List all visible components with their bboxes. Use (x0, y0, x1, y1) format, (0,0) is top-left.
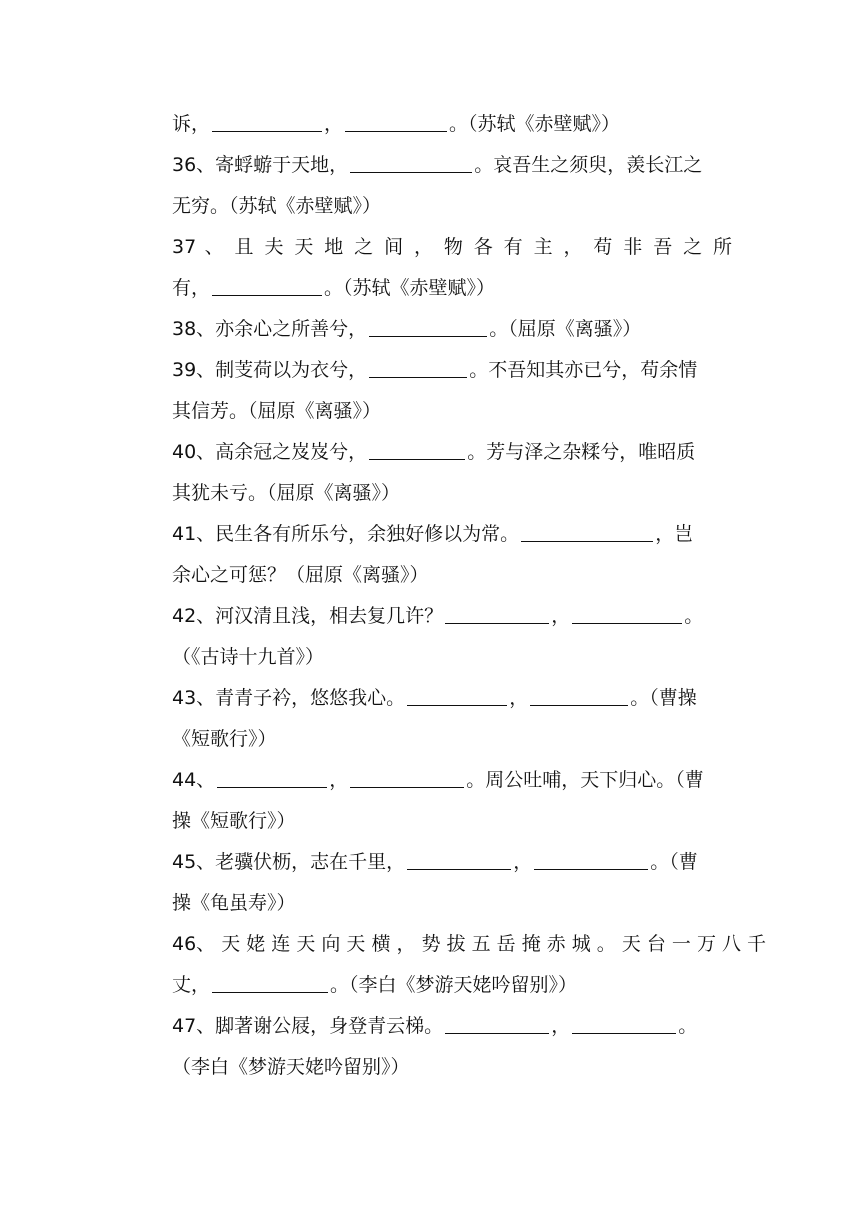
line-text: 余心之可惩？（屈原《离骚》） (172, 564, 429, 586)
fill-in-blank[interactable] (345, 107, 447, 132)
text-line (172, 924, 767, 965)
text-line (172, 391, 732, 432)
text-line (172, 350, 732, 391)
text-line (172, 678, 732, 719)
line-text: 。 (678, 1015, 698, 1037)
fill-in-blank[interactable] (212, 968, 328, 993)
line-text: 。（苏轼《赤壁赋》） (324, 277, 496, 299)
text-line (172, 268, 732, 309)
line-text: 。 (684, 605, 704, 627)
line-text: 诉， (172, 113, 211, 135)
line-text: 有， (172, 277, 211, 299)
line-text: 38、亦余心之所善兮， (172, 318, 368, 340)
fill-in-blank[interactable] (369, 353, 467, 378)
line-text: 。芳与泽之杂糅兮，唯昭质 (467, 441, 696, 463)
text-line (172, 842, 732, 883)
text-line (172, 309, 732, 350)
line-text: 。（李白《梦游天姥吟留别》） (330, 974, 578, 996)
text-line (172, 801, 732, 842)
line-text: 45、老骥伏枥，志在千里， (172, 851, 406, 873)
line-text: ， (324, 113, 344, 135)
line-text: ，岂 (655, 523, 694, 545)
text-line (172, 104, 732, 145)
fill-in-blank[interactable] (445, 599, 549, 624)
text-line (172, 719, 732, 760)
text-line (172, 473, 732, 514)
fill-in-blank[interactable] (407, 845, 511, 870)
line-text: 操《龟虽寿》） (172, 892, 296, 914)
fill-in-blank[interactable] (572, 599, 682, 624)
fill-in-blank[interactable] (407, 681, 507, 706)
line-text: （李白《梦游天姥吟留别》） (172, 1056, 410, 1078)
line-text: ， (329, 769, 349, 791)
line-text: 40、高余冠之岌岌兮， (172, 441, 368, 463)
line-text: 。（屈原《离骚》） (489, 318, 642, 340)
line-text: 。周公吐哺，天下归心。（曹 (466, 769, 704, 791)
document-page (172, 104, 767, 1088)
line-text: 36、寄蜉蝣于天地， (172, 154, 349, 176)
fill-in-blank[interactable] (350, 763, 464, 788)
line-text: 42、河汉清且浅，相去复几许？ (172, 605, 444, 627)
line-text: 操《短歌行》） (172, 810, 296, 832)
line-text: ， (551, 1015, 571, 1037)
line-text: 41、民生各有所乐兮，余独好修以为常。 (172, 523, 520, 545)
text-line (172, 432, 732, 473)
line-text: 46、 天 姥 连 天 向 天 横 ， 势 拔 五 岳 掩 赤 城 。 天 台 一 万 八 千 (172, 933, 767, 955)
text-line (172, 186, 732, 227)
line-text: 丈， (172, 974, 211, 996)
line-text: 《短歌行》） (172, 728, 277, 750)
line-text: （《古诗十九首》） (172, 646, 325, 668)
fill-in-blank[interactable] (369, 435, 465, 460)
text-line (172, 596, 732, 637)
text-line (172, 883, 732, 924)
text-line (172, 1047, 732, 1088)
text-line (172, 514, 732, 555)
text-line (172, 555, 732, 596)
line-text: 39、制芰荷以为衣兮， (172, 359, 368, 381)
line-text: ， (551, 605, 571, 627)
text-line (172, 760, 732, 801)
fill-in-blank[interactable] (530, 681, 628, 706)
line-text: ， (513, 851, 533, 873)
fill-in-blank[interactable] (350, 148, 472, 173)
line-text: 47、脚著谢公屐，身登青云梯。 (172, 1015, 444, 1037)
line-text: 。哀吾生之须臾，羡长江之 (474, 154, 703, 176)
fill-in-blank[interactable] (369, 312, 487, 337)
line-text: ， (509, 687, 529, 709)
fill-in-blank[interactable] (445, 1009, 549, 1034)
line-text: 37 、 且 夫 天 地 之 间 ， 物 各 有 主 ， 苟 非 吾 之 所 (172, 236, 732, 258)
line-text: 。（曹操 (630, 687, 697, 709)
text-line (172, 637, 732, 678)
line-text: 。不吾知其亦已兮，苟余情 (469, 359, 698, 381)
line-text: 无穷。（苏轼《赤壁赋》） (172, 195, 382, 217)
fill-in-blank[interactable] (534, 845, 648, 870)
fill-in-blank[interactable] (212, 107, 322, 132)
text-line (172, 145, 732, 186)
fill-in-blank[interactable] (217, 763, 327, 788)
line-text: 。（苏轼《赤壁赋》） (449, 113, 621, 135)
line-text: 44、 (172, 769, 216, 791)
fill-in-blank[interactable] (212, 271, 322, 296)
text-line (172, 227, 732, 268)
line-text: 其信芳。（屈原《离骚》） (172, 400, 382, 422)
fill-in-blank[interactable] (572, 1009, 676, 1034)
line-text: 其犹未亏。（屈原《离骚》） (172, 482, 401, 504)
line-text: 。（曹 (650, 851, 698, 873)
text-line (172, 1006, 732, 1047)
text-line (172, 965, 732, 1006)
line-text: 43、青青子衿，悠悠我心。 (172, 687, 406, 709)
fill-in-blank[interactable] (521, 517, 653, 542)
